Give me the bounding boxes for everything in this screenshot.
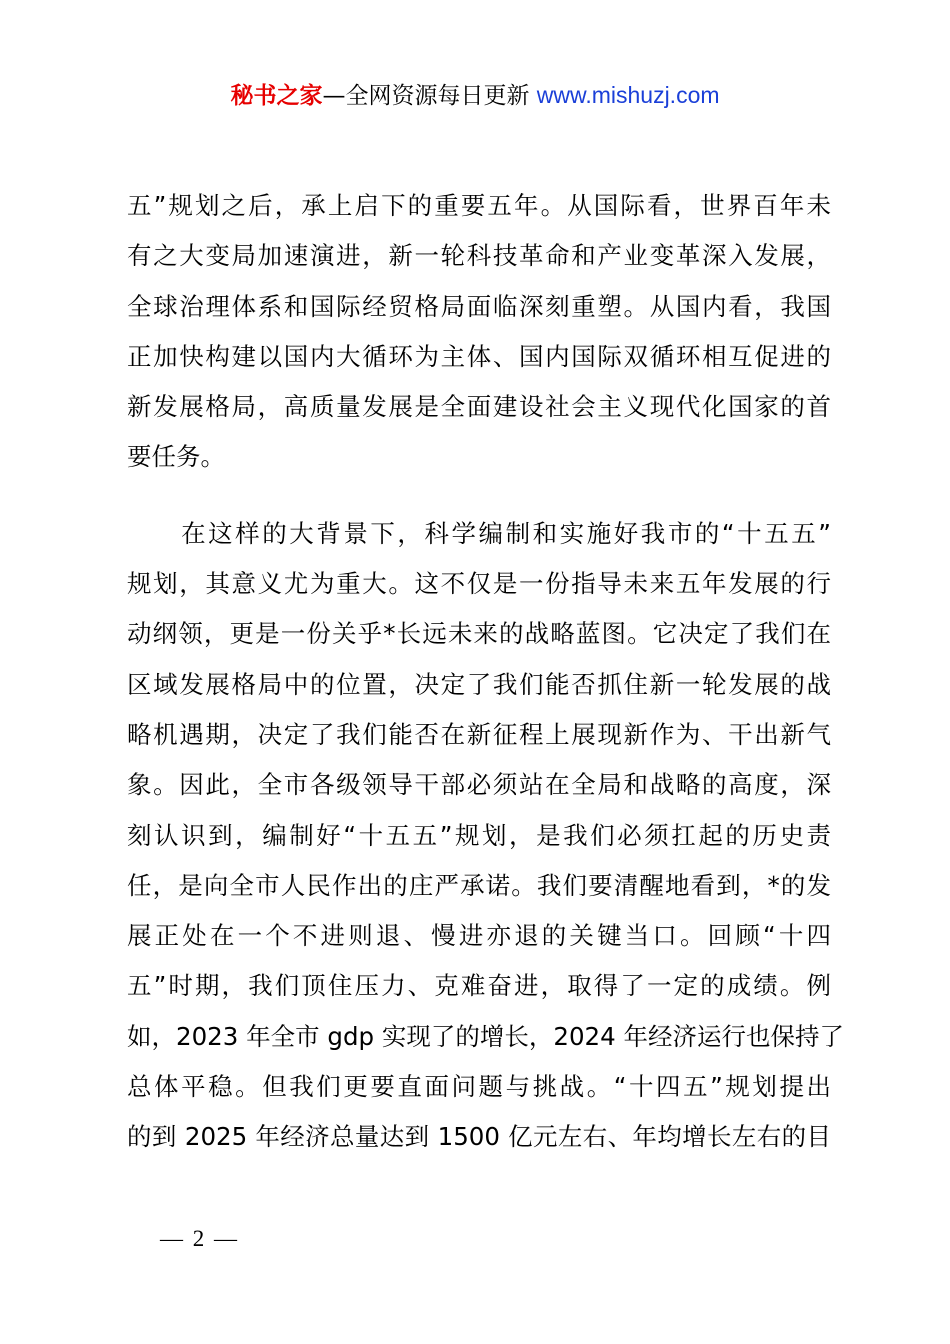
text-line: 区域发展格局中的位置，决定了我们能否抓住新一轮发展的战 <box>127 669 831 699</box>
text-line: 如，2023 年全市 gdp 实现了的增长，2024 年经济运行也保持了 <box>127 1021 845 1051</box>
text-line: 动纲领，更是一份关乎*长远未来的战略蓝图。它决定了我们在 <box>127 619 831 649</box>
page-number: — 2 — <box>160 1226 239 1251</box>
text-line: 总体平稳。但我们更要直面问题与挑战。“十四五”规划提出 <box>127 1072 831 1102</box>
text-line: 正加快构建以国内大循环为主体、国内国际双循环相互促进的 <box>127 341 831 371</box>
text-line: 要任务。 <box>127 442 225 472</box>
text-line: 的到 2025 年经济总量达到 1500 亿元左右、年均增长左右的目 <box>127 1122 831 1152</box>
text-line: 五”时期，我们顶住压力、克难奋进，取得了一定的成绩。例 <box>127 971 831 1001</box>
site-brand: 秘书之家 <box>230 83 323 109</box>
paragraph-1 <box>127 181 831 483</box>
document-body <box>127 181 845 1163</box>
text-line: 展正处在一个不进则退、慢进亦退的关键当口。回顾“十四 <box>127 921 831 951</box>
text-line: 刻认识到，编制好“十五五”规划，是我们必须扛起的历史责 <box>127 820 831 850</box>
text-line: 任，是向全市人民作出的庄严承诺。我们要清醒地看到，*的发 <box>127 870 831 900</box>
site-header <box>0 78 950 113</box>
site-url-link[interactable]: www.mishuzj.com <box>536 82 720 108</box>
paragraph-spacer <box>127 483 831 509</box>
text-line: 新发展格局，高质量发展是全面建设社会主义现代化国家的首 <box>127 392 831 422</box>
text-line: 全球治理体系和国际经贸格局面临深刻重塑。从国内看，我国 <box>127 291 831 321</box>
text-line: 在这样的大背景下，科学编制和实施好我市的“十五五” <box>127 518 831 548</box>
text-line: 规划，其意义尤为重大。这不仅是一份指导未来五年发展的行 <box>127 569 831 599</box>
site-tagline: —全网资源每日更新 <box>322 83 530 109</box>
paragraph-2 <box>127 509 845 1163</box>
text-line: 有之大变局加速演进，新一轮科技革命和产业变革深入发展， <box>127 241 831 271</box>
text-line: 略机遇期，决定了我们能否在新征程上展现新作为、干出新气 <box>127 719 831 749</box>
text-line: 象。因此，全市各级领导干部必须站在全局和战略的高度，深 <box>127 770 831 800</box>
text-line: 五”规划之后，承上启下的重要五年。从国际看，世界百年未 <box>127 191 831 220</box>
